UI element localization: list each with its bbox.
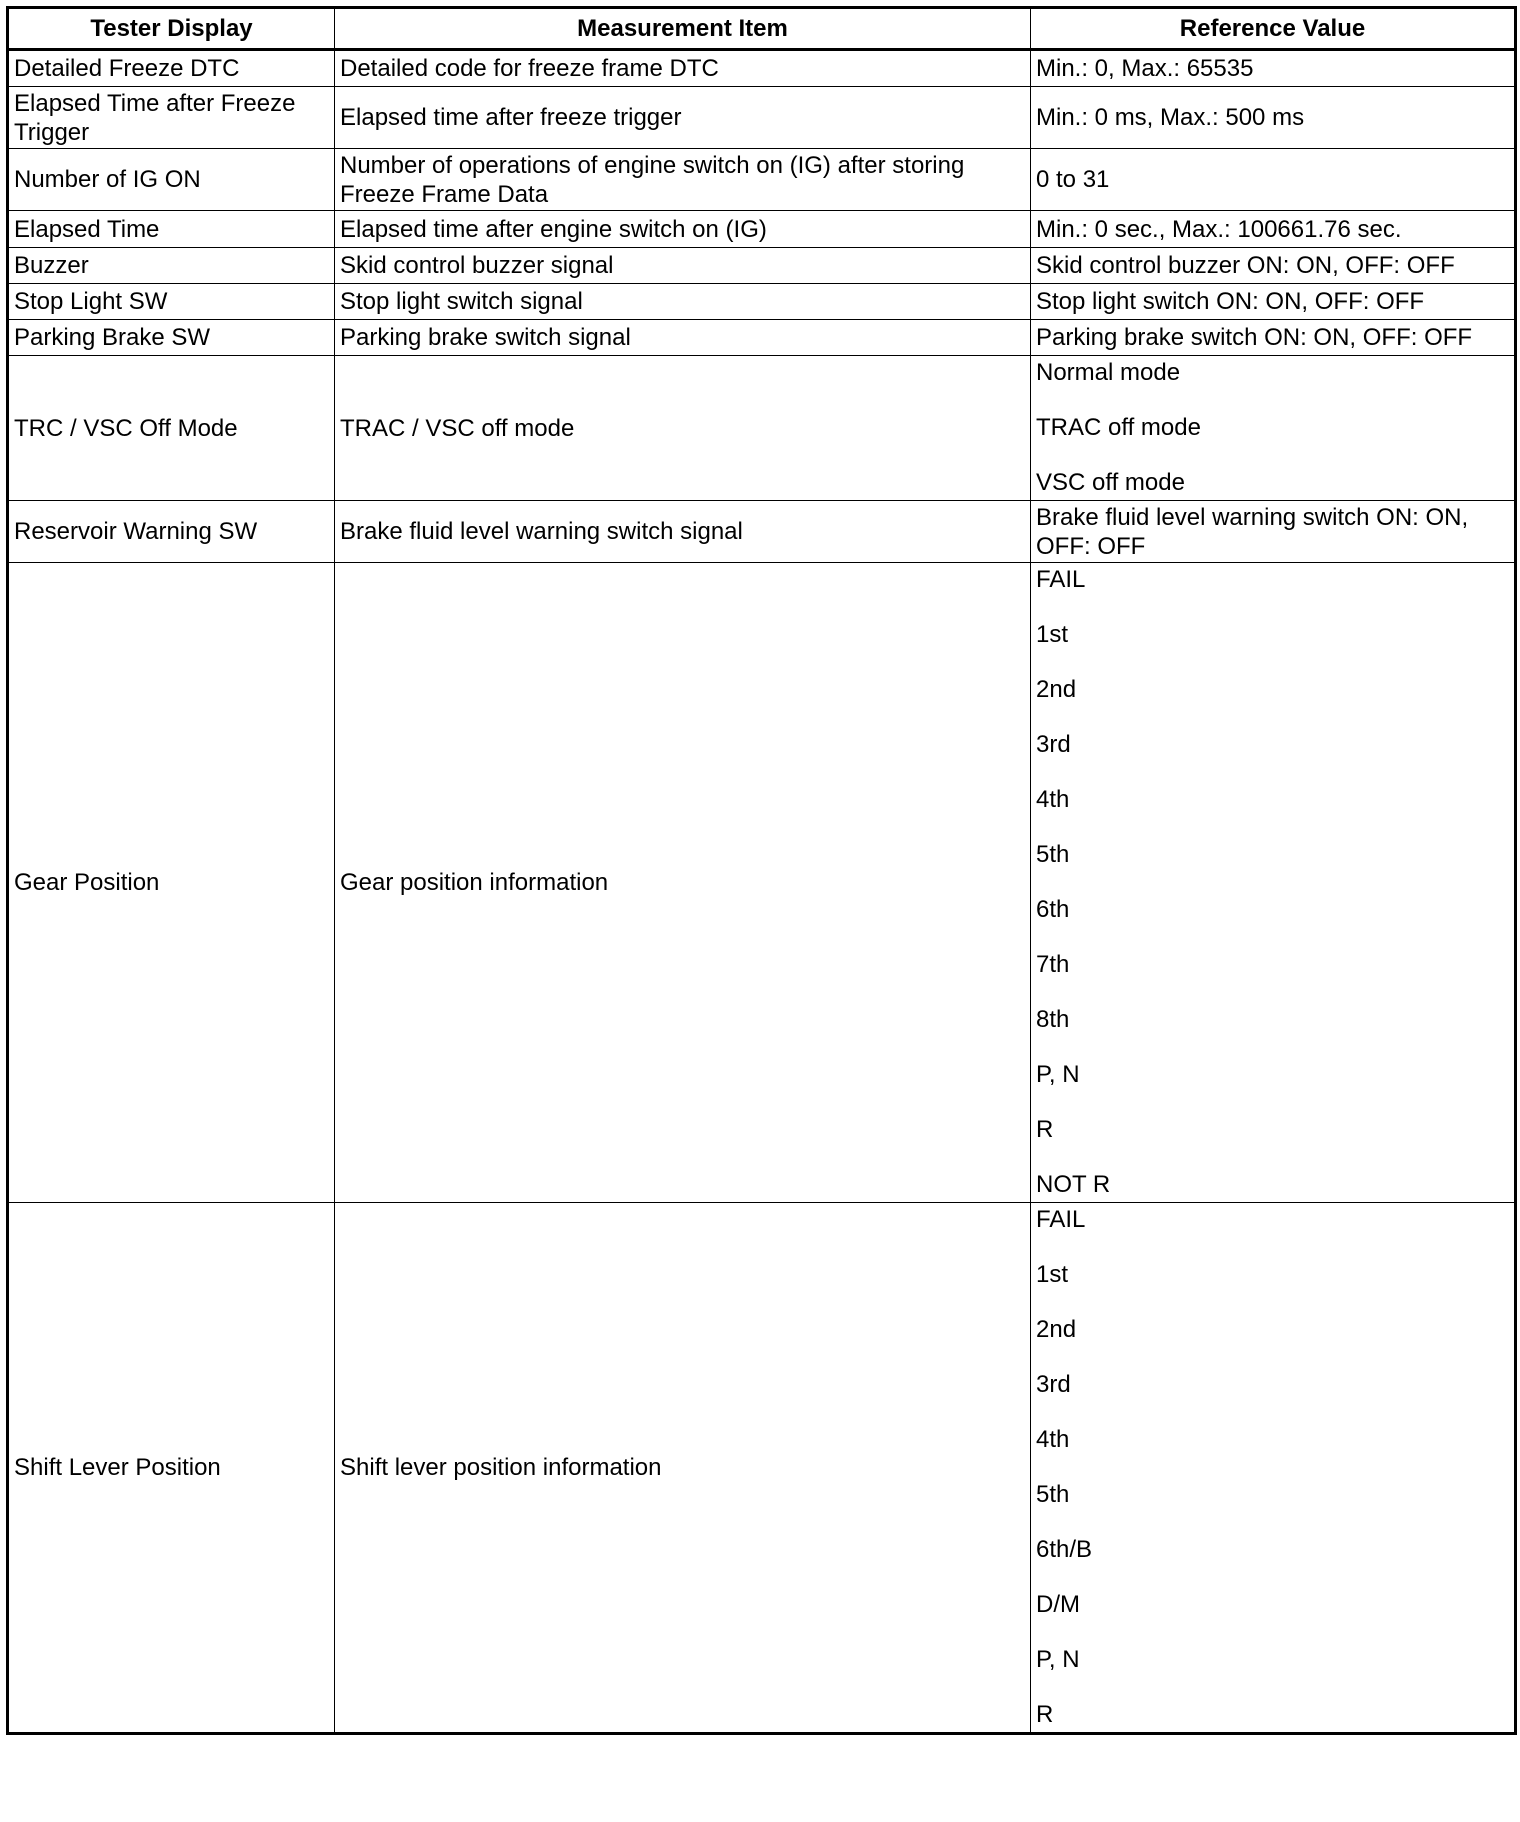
cell-reference-value: 0 to 31: [1031, 149, 1516, 211]
table-body: [8, 50, 1516, 1734]
cell-tester-display: Stop Light SW: [8, 284, 335, 320]
table-header: [8, 8, 1516, 50]
cell-measurement-item: Number of operations of engine switch on (IG) after storing Freeze Frame Data: [335, 149, 1031, 211]
table-row: [8, 284, 1516, 320]
cell-reference-value: [1031, 563, 1516, 1203]
cell-measurement-item: Elapsed time after freeze trigger: [335, 87, 1031, 149]
cell-reference-value: Min.: 0, Max.: 65535: [1031, 50, 1516, 87]
reference-value-option: D/M: [1036, 1591, 1080, 1618]
reference-value-option: VSC off mode: [1036, 469, 1185, 496]
reference-value-option: Normal mode: [1036, 359, 1181, 386]
reference-value-option: 1st: [1036, 1261, 1069, 1288]
cell-measurement-item: Skid control buzzer signal: [335, 248, 1031, 284]
table-row: [8, 563, 1516, 1203]
cell-reference-value: Min.: 0 ms, Max.: 500 ms: [1031, 87, 1516, 149]
cell-measurement-item: Brake fluid level warning switch signal: [335, 501, 1031, 563]
cell-measurement-item: Shift lever position information: [335, 1203, 1031, 1734]
cell-tester-display: Gear Position: [8, 563, 335, 1203]
reference-value-option: 3rd: [1036, 731, 1071, 758]
table-row: [8, 87, 1516, 149]
cell-tester-display: Number of IG ON: [8, 149, 335, 211]
reference-value-option: P, N: [1036, 1061, 1080, 1088]
cell-reference-value: Min.: 0 sec., Max.: 100661.76 sec.: [1031, 211, 1516, 248]
reference-value-option: 2nd: [1036, 1316, 1077, 1343]
table-row: [8, 149, 1516, 211]
cell-reference-value: Skid control buzzer ON: ON, OFF: OFF: [1031, 248, 1516, 284]
header-reference-value: Reference Value: [1031, 8, 1516, 50]
table-row: [8, 1203, 1516, 1734]
reference-value-option: R: [1036, 1116, 1054, 1143]
cell-tester-display: Reservoir Warning SW: [8, 501, 335, 563]
reference-value-option: 5th: [1036, 841, 1070, 868]
reference-value-option: 7th: [1036, 951, 1070, 978]
header-measurement-item: Measurement Item: [335, 8, 1031, 50]
table-row: [8, 50, 1516, 87]
reference-value-option: R: [1036, 1701, 1054, 1728]
cell-tester-display: Elapsed Time after Freeze Trigger: [8, 87, 335, 149]
cell-measurement-item: Parking brake switch signal: [335, 320, 1031, 356]
table-row: [8, 356, 1516, 501]
reference-value-option: 1st: [1036, 621, 1069, 648]
cell-reference-value: Brake fluid level warning switch ON: ON, OFF: OFF: [1031, 501, 1516, 563]
cell-reference-value: Parking brake switch ON: ON, OFF: OFF: [1031, 320, 1516, 356]
reference-value-option: 6th: [1036, 896, 1070, 923]
cell-reference-value: [1031, 356, 1516, 501]
table-row: [8, 501, 1516, 563]
reference-value-option: TRAC off mode: [1036, 414, 1201, 441]
reference-value-option: 6th/B: [1036, 1536, 1093, 1563]
reference-value-option: 5th: [1036, 1481, 1070, 1508]
reference-value-option: FAIL: [1036, 1206, 1086, 1233]
cell-measurement-item: Gear position information: [335, 563, 1031, 1203]
reference-value-option: 8th: [1036, 1006, 1070, 1033]
table-row: [8, 248, 1516, 284]
reference-value-option: 2nd: [1036, 676, 1077, 703]
cell-measurement-item: TRAC / VSC off mode: [335, 356, 1031, 501]
table-row: [8, 211, 1516, 248]
reference-value-option: P, N: [1036, 1646, 1080, 1673]
data-list-table: [6, 6, 1517, 1735]
cell-reference-value: [1031, 1203, 1516, 1734]
reference-value-option: 4th: [1036, 1426, 1070, 1453]
cell-measurement-item: Detailed code for freeze frame DTC: [335, 50, 1031, 87]
header-tester-display: Tester Display: [8, 8, 335, 50]
cell-tester-display: TRC / VSC Off Mode: [8, 356, 335, 501]
reference-value-option: 3rd: [1036, 1371, 1071, 1398]
cell-measurement-item: Stop light switch signal: [335, 284, 1031, 320]
header-row: [8, 8, 1516, 50]
table-row: [8, 320, 1516, 356]
reference-value-option: 4th: [1036, 786, 1070, 813]
cell-measurement-item: Elapsed time after engine switch on (IG): [335, 211, 1031, 248]
cell-tester-display: Detailed Freeze DTC: [8, 50, 335, 87]
cell-tester-display: Elapsed Time: [8, 211, 335, 248]
cell-tester-display: Buzzer: [8, 248, 335, 284]
reference-value-option: FAIL: [1036, 566, 1086, 593]
cell-reference-value: Stop light switch ON: ON, OFF: OFF: [1031, 284, 1516, 320]
cell-tester-display: Shift Lever Position: [8, 1203, 335, 1734]
cell-tester-display: Parking Brake SW: [8, 320, 335, 356]
reference-value-option: NOT R: [1036, 1171, 1111, 1198]
